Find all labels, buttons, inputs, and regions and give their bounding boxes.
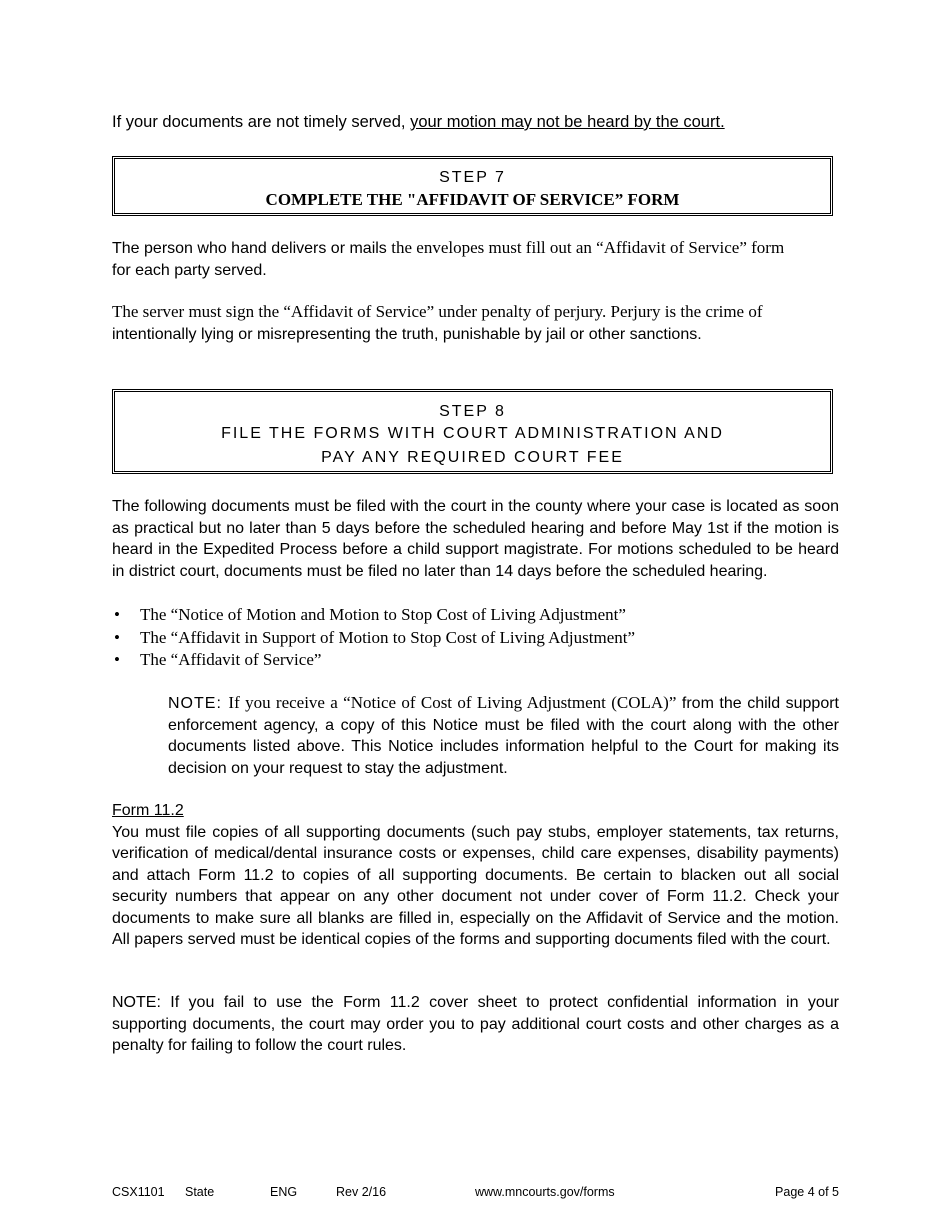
page-footer <box>112 1185 839 1203</box>
list-item: • The “Affidavit in Support of Motion to Stop Cost of Living Adjustment” <box>112 627 635 650</box>
step7-p2-line-1: The server must sign the “Affidavit of Service” under penalty of perjury. Perjury is the crime of <box>112 302 763 321</box>
step7-paragraph-1 <box>112 237 839 281</box>
form-112-heading: Form 11.2 <box>112 802 184 819</box>
documents-list <box>112 604 635 672</box>
form-112-section <box>112 800 839 951</box>
step8-number: STEP 8 <box>439 403 506 420</box>
step7-p1-part-a: The person who hand delivers or mails <box>112 240 392 257</box>
cola-note-text: from the child support enforcement agency, a copy of this Notice must be filed with the court along with the other documents listed above. This Notice includes information helpful to the Court for making its decision on your request to stay the adjustment. <box>168 695 839 777</box>
footer-url[interactable]: www.mncourts.gov/forms <box>475 1185 615 1199</box>
cola-note-label: NOTE: <box>168 695 229 712</box>
step7-p1-part-c: for each party served. <box>112 261 267 279</box>
lead-text: If your documents are not timely served, <box>112 113 411 131</box>
cover-sheet-note: NOTE: If you fail to use the Form 11.2 cover sheet to protect confidential information in your supporting documents, the court may order you to pay additional court costs and other charges as a penalty for failing to follow the court rules. <box>112 994 839 1054</box>
list-item: • The “Notice of Motion and Motion to Stop Cost of Living Adjustment” <box>112 604 635 627</box>
step8-body: The following documents must be filed with the court in the county where your case is located as soon as practical but no later than 5 days before the scheduled hearing and before May 1st if the motion is heard in the Expedited Process before a child support magistrate. For motions scheduled to be heard in district court, documents must be filed no later than 14 days before the scheduled hearing. <box>112 498 839 580</box>
step8-title-line-2: PAY ANY REQUIRED COURT FEE <box>321 449 624 466</box>
step7-p2-line-2: intentionally lying or misrepresenting the truth, punishable by jail or other sanctions. <box>112 325 702 343</box>
footer-language: ENG <box>270 1185 298 1199</box>
step8-title-line-1: FILE THE FORMS WITH COURT ADMINISTRATION AND <box>221 425 724 442</box>
step7-title: COMPLETE THE "AFFIDAVIT OF SERVICE” FORM <box>265 190 680 209</box>
form-112-body: You must file copies of all supporting documents (such pay stubs, employer statements, tax returns, verification of medical/dental insurance costs or expenses, child care expenses, disability payments) and attach Form 11.2 to copies of all supporting documents. Be certain to blacken out all social security numbers that appear on any other document not under cover of Form 11.2. Check your documents to make sure all blanks are filled in, especially on the Affidavit of Service and the motion. All papers served must be identical copies of the forms and supporting documents filed with the court. <box>112 823 839 948</box>
cola-note-serif-text: If you receive a “Notice of Cost of Living Adjustment (COLA)” <box>228 693 677 712</box>
lead-sentence <box>112 110 725 134</box>
footer-form-id: CSX1101 <box>112 1185 165 1199</box>
lead-underlined-text: your motion may not be heard by the court. <box>410 113 725 131</box>
step7-box <box>112 156 833 216</box>
cola-note <box>168 692 839 779</box>
step7-p1-part-b: the envelopes must fill out an “Affidavit of Service” form <box>391 238 785 257</box>
step7-number: STEP 7 <box>439 169 506 186</box>
step7-paragraph-2 <box>112 301 839 345</box>
footer-page-number: Page 4 of 5 <box>775 1185 839 1199</box>
footer-state: State <box>185 1185 215 1199</box>
footer-revision: Rev 2/16 <box>336 1185 387 1199</box>
list-item: • The “Affidavit of Service” <box>112 649 635 672</box>
step8-box <box>112 389 833 474</box>
